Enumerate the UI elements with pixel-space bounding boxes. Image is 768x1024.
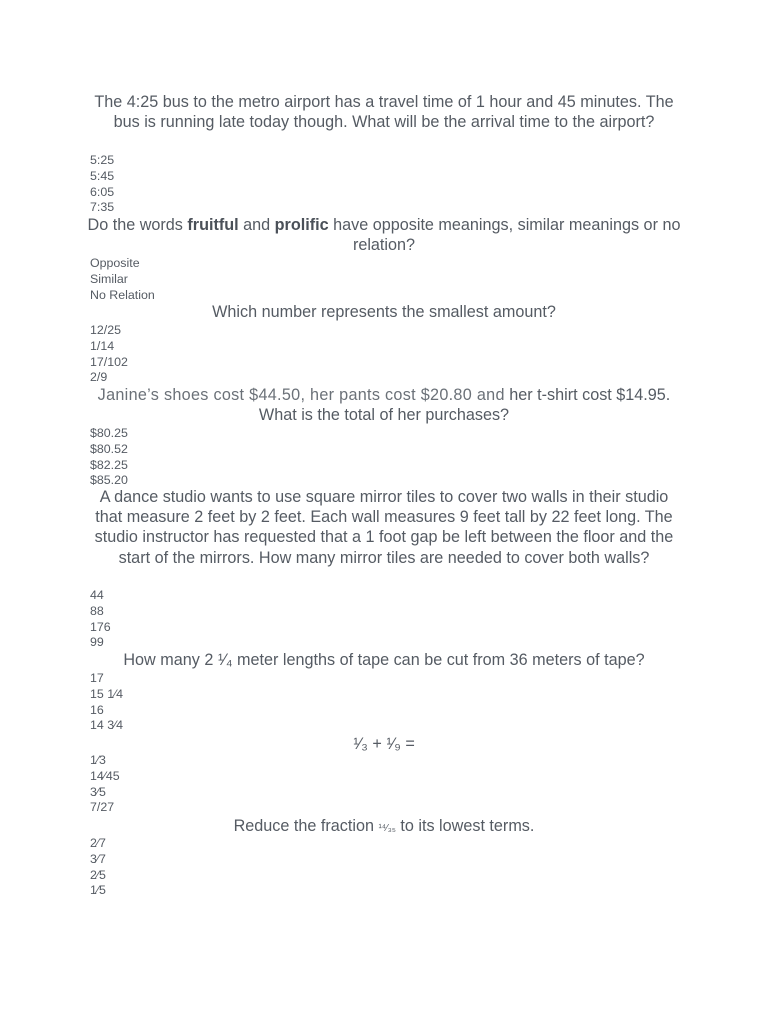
answer-option[interactable]: 3⁄7 (90, 851, 106, 866)
answer-option[interactable]: 17 (90, 671, 104, 685)
answer-option[interactable]: 15 1⁄4 (90, 686, 124, 701)
answer-option[interactable]: $85.20 (90, 473, 128, 488)
question-fraction: ¹⁴⁄₃₅ (378, 823, 396, 834)
answer-option[interactable]: 16 (90, 702, 104, 717)
answer-option[interactable]: 1/14 (90, 338, 115, 353)
answer-option[interactable]: 7:35 (90, 200, 115, 215)
bold-word: prolific (274, 216, 329, 234)
answer-option[interactable]: $80.25 (90, 426, 128, 440)
answer-option[interactable]: 176 (90, 619, 111, 634)
question-4 (84, 385, 684, 425)
question-1: The 4:25 bus to the metro airport has a travel time of 1 hour and 45 minutes. The bus is running late today though. What will be the arrival time to the airport? (94, 93, 674, 132)
answer-option[interactable]: 14⁄45 (90, 768, 120, 783)
answer-option[interactable]: 2⁄7 (90, 836, 106, 850)
answer-option[interactable]: 44 (90, 588, 104, 602)
answer-list-7 (90, 753, 120, 816)
answer-option[interactable]: $80.52 (90, 441, 128, 456)
question-text: to its lowest terms. (395, 817, 535, 835)
answer-list-3 (90, 323, 128, 386)
question-7: ¹⁄₃ + ¹⁄₉ = (353, 735, 415, 753)
answer-option[interactable]: 17/102 (90, 354, 128, 369)
question-5: A dance studio wants to use square mirror tiles to cover two walls in their studio that measure 2 feet by 2 feet. Each wall measures 9 feet tall by 22 feet long. The studio instructor has requested that a 1 foot gap be left between the floor and the start of the mirrors. How many mirror tiles are needed to cover both walls? (94, 488, 674, 567)
question-text: her t-shirt cost $14.95. What is the total of her purchases? (258, 386, 671, 425)
question-3: Which number represents the smallest amount? (212, 303, 556, 321)
question-text: have opposite meanings, similar meanings or no relation? (328, 216, 681, 255)
answer-option[interactable]: Similar (90, 271, 128, 286)
answer-list-5 (90, 588, 111, 651)
question-8 (84, 816, 684, 839)
answer-option[interactable]: 5:25 (90, 153, 115, 167)
answer-option[interactable]: 3⁄5 (90, 784, 106, 799)
answer-option[interactable]: 6:05 (90, 184, 115, 199)
question-6: How many 2 ¹⁄₄ meter lengths of tape can be cut from 36 meters of tape? (123, 651, 645, 669)
answer-list-1 (90, 153, 114, 216)
answer-option[interactable]: 2/9 (90, 370, 108, 385)
answer-option[interactable]: 99 (90, 635, 104, 650)
answer-option[interactable]: 12/25 (90, 323, 122, 337)
question-text: Do the words (87, 216, 188, 234)
question-2 (84, 215, 684, 255)
question-text: Reduce the fraction (233, 817, 379, 835)
answer-list-2 (90, 256, 155, 303)
answer-list-8 (90, 836, 106, 899)
answer-option[interactable]: 5:45 (90, 168, 115, 183)
bold-word: fruitful (187, 216, 239, 234)
answer-list-6 (90, 671, 123, 734)
answer-option[interactable]: 7/27 (90, 800, 115, 815)
question-text: and (238, 216, 275, 234)
answer-option[interactable]: Opposite (90, 256, 140, 270)
answer-option[interactable]: 88 (90, 603, 104, 618)
answer-option[interactable]: 2⁄5 (90, 867, 106, 882)
answer-option[interactable]: $82.25 (90, 457, 128, 472)
answer-option[interactable]: 1⁄3 (90, 753, 106, 767)
question-text-light: Janine’s shoes cost $44.50, her pants cost $20.80 and (97, 386, 505, 404)
answer-option[interactable]: 1⁄5 (90, 883, 106, 898)
answer-option[interactable]: No Relation (90, 287, 155, 302)
answer-option[interactable]: 14 3⁄4 (90, 718, 124, 733)
answer-list-4 (90, 426, 128, 489)
